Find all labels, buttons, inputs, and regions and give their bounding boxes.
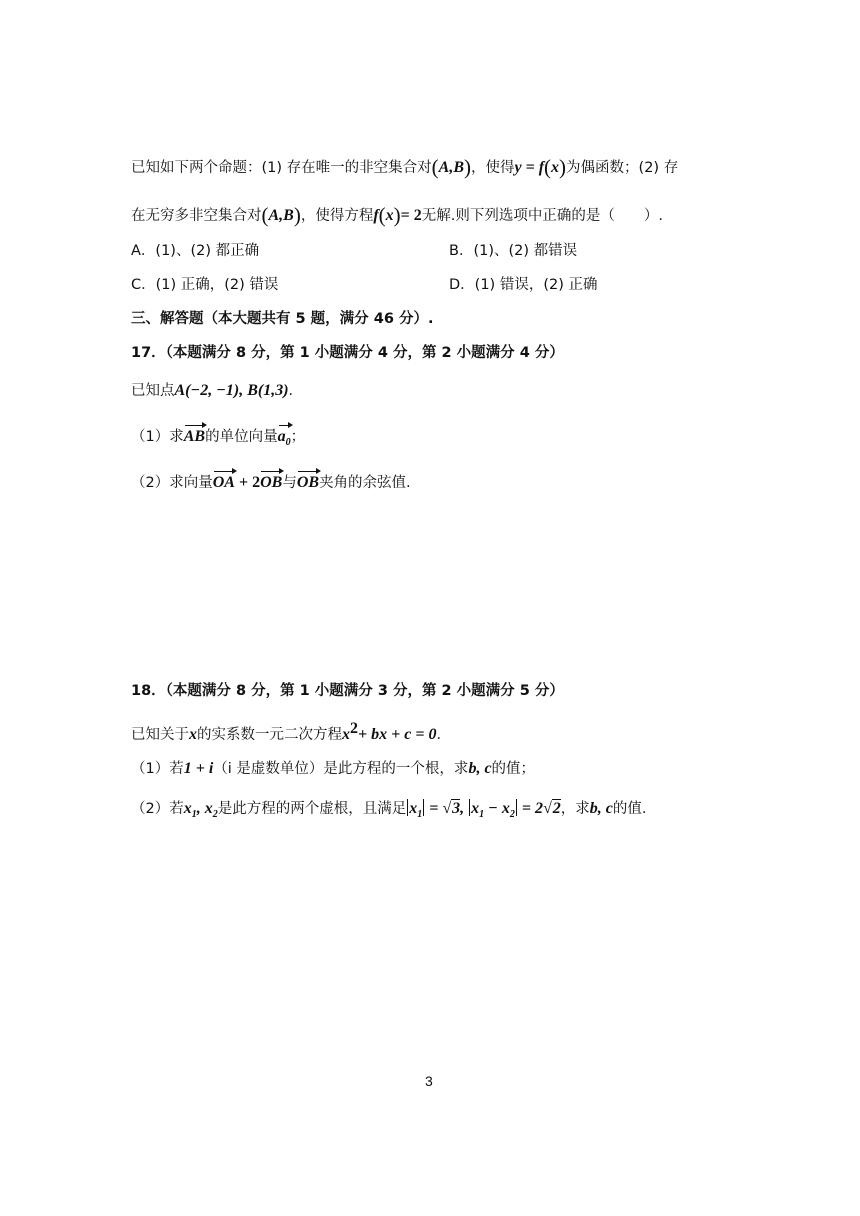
q17-text: 与 bbox=[282, 475, 297, 491]
q18-text: 是此方程的两个虚根，且满足 bbox=[217, 801, 407, 817]
equals-two: = 2 bbox=[521, 800, 543, 817]
q18-text: ． bbox=[436, 726, 451, 743]
condition-expression: $x_1 = √3$, $x_1 - x_2 = 2√2$ bbox=[409, 800, 561, 821]
q18-text: （2）若 bbox=[131, 801, 184, 817]
coefficients-bc: b, c bbox=[468, 760, 492, 777]
roots-x1-x2: $x_1$, $x_2$ bbox=[183, 800, 218, 821]
func-f: f bbox=[373, 207, 379, 224]
a0-base: a bbox=[277, 428, 286, 445]
q16-text: ，使得方程 bbox=[300, 208, 374, 224]
q17-text: 已知点 bbox=[131, 383, 175, 399]
q17-header: 17．（本题满分 8 分，第 1 小题满分 4 分，第 2 小题满分 4 分） bbox=[131, 345, 564, 361]
var-x1: x bbox=[183, 800, 192, 817]
sqrt-three: 3 bbox=[452, 800, 461, 817]
q18-part1 bbox=[131, 758, 535, 780]
points-ab: A(−2, −1), B(1,3) bbox=[174, 382, 289, 399]
q17-text: （2）求向量 bbox=[131, 475, 213, 491]
q17-part2 bbox=[131, 472, 411, 494]
q16-text: 无解.则下列选项中正确的是（ ）. bbox=[421, 208, 664, 224]
var-x: x bbox=[385, 207, 394, 224]
q18-text: 已知关于 bbox=[131, 726, 189, 743]
var-x2: x bbox=[501, 800, 510, 817]
equation-rhs: = 2 bbox=[400, 207, 422, 224]
exponent: 2 bbox=[350, 720, 358, 737]
q18-header: 18．（本题满分 8 分，第 1 小题满分 3 分，第 2 小题满分 5 分） bbox=[131, 683, 564, 699]
q16-text: 在无穷多非空集合对 bbox=[131, 208, 262, 224]
sqrt-two: 2 bbox=[552, 800, 561, 817]
q16-line1: 已知如下两个命题：(1) 存在唯一的非空集合对(A,B)，使得y = f(x)为偶函数；(2) 存 bbox=[131, 155, 679, 179]
page-number: 3 bbox=[425, 1073, 433, 1089]
quadratic-equation: + bx + c = 0 bbox=[358, 725, 437, 743]
q18-text: 的实系数一元二次方程 bbox=[197, 726, 342, 743]
section-title: 三、解答题（本大题共有 5 题，满分 46 分）. bbox=[131, 311, 434, 327]
complex-root: 1 + i bbox=[183, 760, 214, 777]
q18-stem bbox=[131, 718, 451, 746]
set-pair: A,B bbox=[438, 159, 464, 176]
q17-text: ． bbox=[288, 383, 304, 399]
vector-ab: AB bbox=[184, 426, 205, 448]
q16-line2: 在无穷多非空集合对(A,B)，使得方程f(x)= 2无解.则下列选项中正确的是（ ）. bbox=[131, 203, 664, 227]
q17-part1 bbox=[131, 426, 305, 454]
a0-sub: 0 bbox=[285, 437, 291, 449]
q16-text: 为偶函数；(2) 存 bbox=[566, 160, 679, 176]
var-x: x bbox=[342, 725, 350, 743]
q17-text: 的单位向量 bbox=[205, 429, 278, 445]
q16-text: ，使得 bbox=[471, 160, 515, 176]
set-pair: A,B bbox=[268, 207, 294, 224]
option-c[interactable]: C．(1) 正确，(2) 错误 bbox=[131, 277, 279, 293]
vector-ob: OB bbox=[297, 472, 319, 494]
q17-text: 夹角的余弦值. bbox=[319, 475, 411, 491]
q17-text: ； bbox=[290, 429, 306, 445]
q18-part2 bbox=[131, 798, 646, 826]
q18-text: 的值； bbox=[491, 761, 536, 777]
q18-text: ，求 bbox=[560, 801, 590, 817]
q16-text: 已知如下两个命题：(1) 存在唯一的非空集合对 bbox=[131, 160, 432, 176]
q18-text: （1）若 bbox=[131, 761, 184, 777]
q18-text: （i 是虚数单位）是此方程的一个根，求 bbox=[213, 761, 469, 777]
vector-a0 bbox=[278, 426, 291, 454]
q17-text: （1）求 bbox=[131, 429, 184, 445]
q17-stem bbox=[131, 380, 303, 402]
option-b[interactable]: B．(1)、(2) 都错误 bbox=[449, 243, 578, 259]
vector-oa: OA bbox=[213, 472, 235, 494]
function-expression: y = f bbox=[514, 159, 545, 176]
q18-text: 的值. bbox=[612, 801, 647, 817]
var-x1: x bbox=[409, 800, 418, 817]
plus-two: + 2 bbox=[234, 474, 261, 491]
option-a[interactable]: A．(1)、(2) 都正确 bbox=[131, 243, 260, 259]
var-x: x bbox=[189, 725, 197, 743]
var-x: x bbox=[551, 159, 560, 176]
var-x2: x bbox=[204, 800, 213, 817]
vector-ob: OB bbox=[260, 472, 282, 494]
coefficients-bc: b, c bbox=[589, 800, 613, 817]
var-x1: x bbox=[471, 800, 480, 817]
option-d[interactable]: D．(1) 错误，(2) 正确 bbox=[449, 277, 598, 293]
